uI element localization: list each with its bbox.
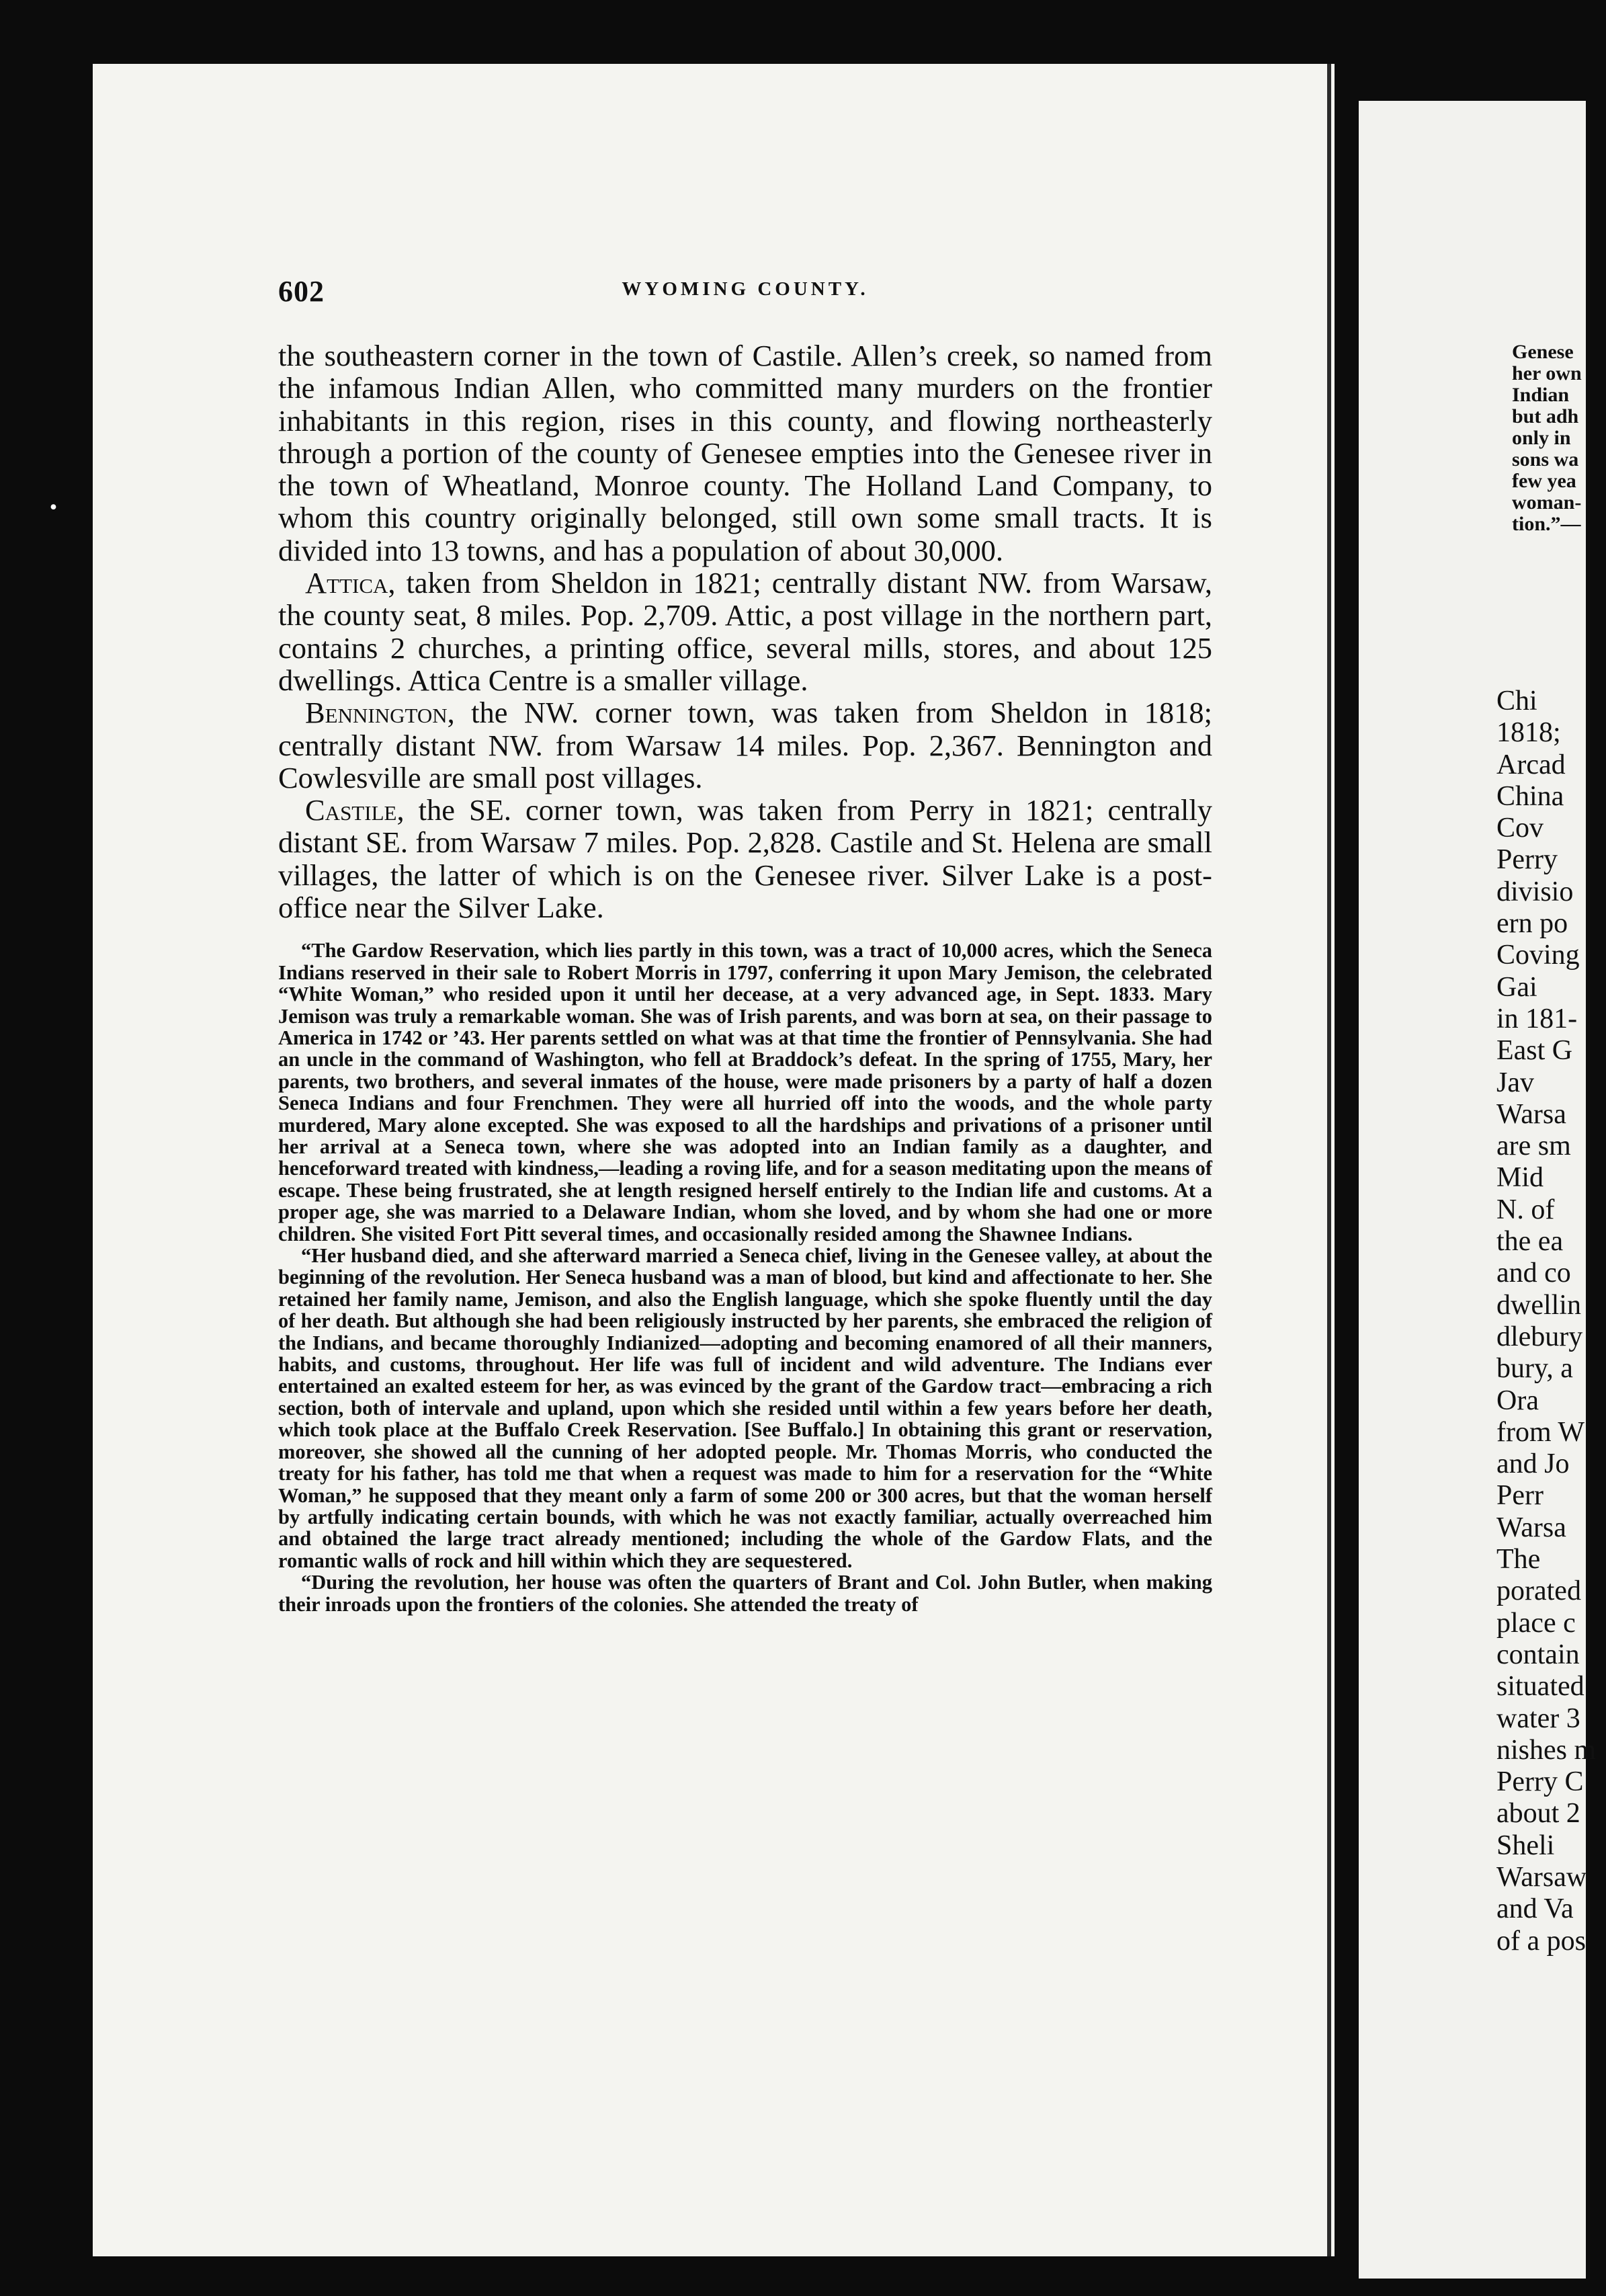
facing-line: The — [1496, 1544, 1541, 1575]
facing-line: about 2 — [1496, 1798, 1580, 1830]
facing-line: dwellin — [1496, 1289, 1581, 1321]
facing-line: her own — [1512, 362, 1582, 384]
facing-line: Warsa — [1496, 1512, 1566, 1543]
facing-line: Warsaw — [1496, 1861, 1587, 1893]
facing-line: Perry — [1496, 844, 1558, 876]
note-paragraph: “During the revolution, her house was often the quarters of Brant and Col. John Butler, when making their inroads upon the frontiers of the colonies. She attended the treaty of — [278, 1571, 1212, 1616]
facing-line: Sheli — [1496, 1830, 1555, 1861]
facing-line: dlebury — [1496, 1321, 1583, 1352]
town-name: Attica, — [305, 566, 396, 600]
facing-line: situated — [1496, 1671, 1584, 1703]
facing-line: the ea — [1496, 1226, 1564, 1258]
facing-line: but adh — [1512, 405, 1579, 427]
facing-line: and co — [1496, 1258, 1571, 1289]
facing-line: Ora — [1496, 1385, 1539, 1416]
facing-line: only in — [1512, 427, 1571, 449]
facing-line: Genese — [1512, 341, 1574, 363]
facing-line: woman- — [1512, 491, 1582, 514]
facing-page — [1359, 101, 1597, 2279]
town-entry-attica — [278, 567, 1212, 696]
facing-line: and Va — [1496, 1893, 1574, 1925]
facing-line: ern po — [1496, 908, 1568, 940]
facing-line: Gai — [1496, 971, 1537, 1003]
quoted-note — [278, 940, 1212, 1616]
facing-line: from W — [1496, 1416, 1585, 1448]
facing-line: East G — [1496, 1035, 1573, 1067]
facing-line: porated — [1496, 1575, 1581, 1607]
facing-line: in 181- — [1496, 1003, 1578, 1034]
facing-line: are sm — [1496, 1131, 1571, 1162]
facing-line: 1818; — [1496, 717, 1561, 749]
facing-page-text-fragment — [1496, 686, 1604, 1957]
facing-line: divisio — [1496, 876, 1574, 907]
main-text-column — [278, 339, 1212, 1616]
running-header — [278, 274, 1212, 315]
facing-line: contain — [1496, 1639, 1580, 1670]
facing-line: water 3 — [1496, 1703, 1580, 1734]
facing-line: Perr — [1496, 1480, 1544, 1512]
facing-line: China — [1496, 780, 1564, 812]
town-entry-bennington — [278, 696, 1212, 794]
town-description: the NW. corner town, was taken from Sheldon in 1818; centrally distant NW. from Warsaw 14 miles. Pop. 2,367. Bennington and Cowlesville are small post villages. — [278, 696, 1212, 794]
facing-line: sons wa — [1512, 448, 1579, 470]
town-entry-castile — [278, 794, 1212, 924]
town-description: the SE. corner town, was taken from Perry in 1821; centrally distant SE. from Warsaw 7 miles. Pop. 2,828. Castile and St. Helena are small villages, the latter of which is on the Genesee river. Silver Lake is a post-office near the Silver Lake. — [278, 793, 1212, 925]
facing-line: Arcad — [1496, 749, 1566, 780]
scan-edge-mark: · — [47, 484, 60, 531]
facing-line: Warsa — [1496, 1098, 1566, 1130]
facing-line: place c — [1496, 1607, 1576, 1639]
facing-line: Perry C — [1496, 1766, 1584, 1798]
facing-line: of a pos — [1496, 1925, 1586, 1957]
facing-line: few yea — [1512, 470, 1576, 492]
facing-page-note-fragment — [1512, 341, 1606, 535]
town-name: Bennington, — [305, 696, 455, 730]
facing-line: Coving — [1496, 940, 1580, 971]
facing-line: Mid — [1496, 1162, 1544, 1194]
facing-line: tion.”— — [1512, 513, 1581, 535]
facing-line: N. of — [1496, 1194, 1555, 1225]
facing-line: bury, a — [1496, 1353, 1573, 1385]
note-paragraph: “Her husband died, and she afterward married a Seneca chief, living in the Genesee valley, at about the beginning of the revolution. Her Seneca husband was a man of blood, but kind and affectionate to her. She retained her family name, Jemison, and also the English language, which she spoke fluently until the day of her death. But although she had been religiously instructed by her parents, she embraced the religion of the Indians, and became thoroughly Indianized—adopting and becoming enamored of all their manners, habits, and customs, throughout. Her life was full of incident and wild adventure. The Indians ever entertained an exalted esteem for her, as was evinced by the grant of the Gardow tract—embracing a rich section, both of intervale and upland, upon which she resided until within a few years before her death, which took place at the Buffalo Creek Reservation. [See Buffalo.] In obtaining this grant or reservation, moreover, she showed all the cunning of her adopted people. Mr. Thomas Morris, who conducted the treaty for his father, has told me that when a request was made to him for a reservation for the “White Woman,” he supposed that they meant only a farm of some 200 or 300 acres, but that the woman herself by artfully indicating certain bounds, with which he was not exactly familiar, actually overreached him and obtained the large tract already mentioned; including the whole of the Gardow Flats, and the romantic walls of rock and hill within which they are sequestered. — [278, 1244, 1212, 1572]
paragraph: the southeastern corner in the town of Castile. Allen’s creek, so named from the infamous Indian Allen, who committed many murders on the frontier inhabitants in this region, rises in this county, and flowing northeasterly through a portion of the county of Genesee empties into the Genesee river in the town of Wheatland, Monroe county. The Holland Land Company, to whom this country originally belonged, still own some small tracts. It is divided into 13 towns, and has a population of about 30,000. — [278, 339, 1212, 567]
facing-line: and Jo — [1496, 1448, 1570, 1480]
facing-line: nishes m — [1496, 1734, 1597, 1766]
facing-line: Indian — [1512, 384, 1570, 406]
facing-line: Jav — [1496, 1067, 1534, 1098]
note-paragraph: “The Gardow Reservation, which lies partly in this town, was a tract of 10,000 acres, which the Seneca Indians reserved in their sale to Robert Morris in 1797, conferring it upon Mary Jemison, the celebrated “White Woman,” who resided upon it until her decease, at a very advanced age, in Sept. 1833. Mary Jemison was truly a remarkable woman. She was of Irish parents, and was born at sea, on their passage to America in 1742 or ’43. Her parents settled on what was at that time the frontier of Pennsylvania. She had an uncle in the command of Washington, who fell at Braddock’s defeat. In the spring of 1755, Mary, her parents, two brothers, and several inmates of the house, were made prisoners by a party of half a dozen Seneca Indians and four Frenchmen. They were all hurried off into the woods, and the whole party murdered, Mary alone excepted. She was exposed to all the hardships and privations of a prisoner until her arrival at a Seneca town, where she was adopted into an Indian family as a daughter, and henceforward treated with kindness,—leading a roving life, and for a season meditating upon the means of escape. These being frustrated, she at length resigned herself entirely to the Indian life and customs. At a proper age, she was married to a Delaware Indian, whom she loved, and by whom she had one or more children. She visited Fort Pitt several times, and occasionally resided among the Shawnee Indians. — [278, 939, 1212, 1245]
running-title: WYOMING COUNTY. — [622, 278, 869, 300]
page-number: 602 — [278, 275, 325, 308]
facing-line: Cov — [1496, 813, 1544, 844]
facing-line: Chi — [1496, 686, 1537, 716]
page-gutter — [1327, 64, 1331, 2256]
town-description: taken from Sheldon in 1821; centrally distant NW. from Warsaw, the county seat, 8 miles. Pop. 2,709. Attic, a post village in the northern part, contains 2 churches, a printing office, several mills, stores, and about 125 dwellings. Attica Centre is a smaller village. — [278, 566, 1212, 697]
town-name: Castile, — [305, 793, 405, 827]
